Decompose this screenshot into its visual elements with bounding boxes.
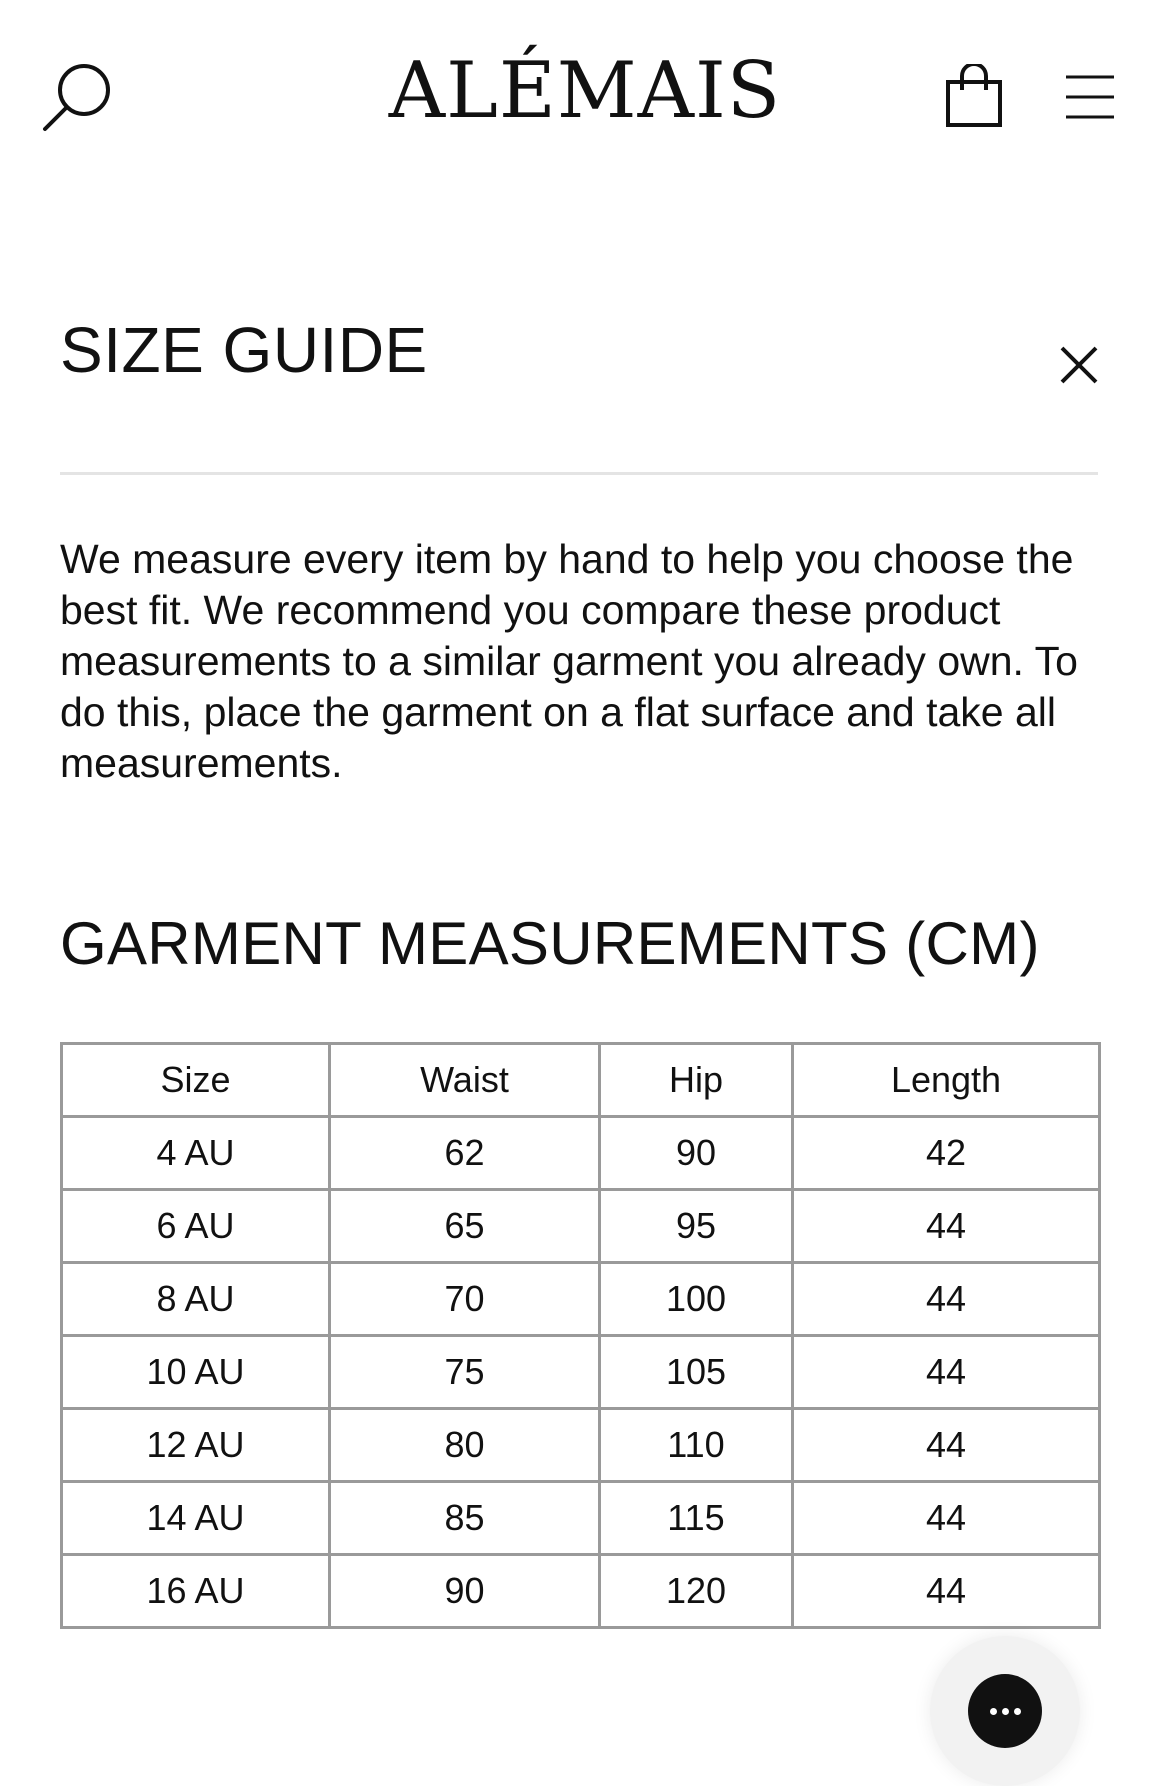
cell-length: 44 <box>793 1555 1100 1628</box>
cell-waist: 90 <box>330 1555 600 1628</box>
cell-size: 10 AU <box>62 1336 330 1409</box>
cell-hip: 120 <box>600 1555 793 1628</box>
cell-waist: 80 <box>330 1409 600 1482</box>
close-button[interactable] <box>1058 344 1100 386</box>
chat-button[interactable] <box>968 1674 1042 1748</box>
cell-length: 44 <box>793 1190 1100 1263</box>
measurements-table <box>60 1042 1101 1629</box>
cart-button[interactable] <box>945 64 1003 128</box>
cell-hip: 115 <box>600 1482 793 1555</box>
cell-size: 4 AU <box>62 1117 330 1190</box>
cell-size: 14 AU <box>62 1482 330 1555</box>
cell-length: 44 <box>793 1263 1100 1336</box>
close-icon <box>1058 344 1100 386</box>
table-header-row <box>62 1044 1100 1117</box>
menu-button[interactable] <box>1064 74 1116 120</box>
cell-waist: 75 <box>330 1336 600 1409</box>
cell-length: 42 <box>793 1117 1100 1190</box>
cell-hip: 90 <box>600 1117 793 1190</box>
table-row <box>62 1190 1100 1263</box>
table-row <box>62 1555 1100 1628</box>
table-row <box>62 1482 1100 1555</box>
cell-waist: 85 <box>330 1482 600 1555</box>
size-guide-intro: We measure every item by hand to help you choose the best fit. We recommend you compare these product measurements to a similar garment you already own. To do this, place the garment on a flat surface and take all measurements. <box>60 536 1078 786</box>
cell-waist: 65 <box>330 1190 600 1263</box>
cell-size: 16 AU <box>62 1555 330 1628</box>
site-header <box>0 0 1170 200</box>
cell-size: 8 AU <box>62 1263 330 1336</box>
search-icon <box>38 58 118 138</box>
cell-length: 44 <box>793 1482 1100 1555</box>
cell-waist: 62 <box>330 1117 600 1190</box>
cell-size: 12 AU <box>62 1409 330 1482</box>
header-waist: Waist <box>330 1044 600 1117</box>
cell-length: 44 <box>793 1409 1100 1482</box>
divider <box>60 472 1098 475</box>
shopping-bag-icon <box>945 64 1003 128</box>
hamburger-menu-icon <box>1064 74 1116 120</box>
table-row <box>62 1336 1100 1409</box>
header-size: Size <box>62 1044 330 1117</box>
table-row <box>62 1263 1100 1336</box>
header-length: Length <box>793 1044 1100 1117</box>
cell-hip: 95 <box>600 1190 793 1263</box>
cell-hip: 105 <box>600 1336 793 1409</box>
cell-length: 44 <box>793 1336 1100 1409</box>
cell-hip: 110 <box>600 1409 793 1482</box>
search-button[interactable] <box>38 58 118 138</box>
brand-logo[interactable]: ALÉMAIS <box>388 46 782 136</box>
cell-size: 6 AU <box>62 1190 330 1263</box>
table-row <box>62 1117 1100 1190</box>
cell-waist: 70 <box>330 1263 600 1336</box>
size-guide-title: SIZE GUIDE <box>60 314 428 386</box>
cell-hip: 100 <box>600 1263 793 1336</box>
chat-widget <box>930 1636 1080 1786</box>
measurements-heading: GARMENT MEASUREMENTS (CM) <box>60 910 1040 977</box>
table-row <box>62 1409 1100 1482</box>
header-hip: Hip <box>600 1044 793 1117</box>
